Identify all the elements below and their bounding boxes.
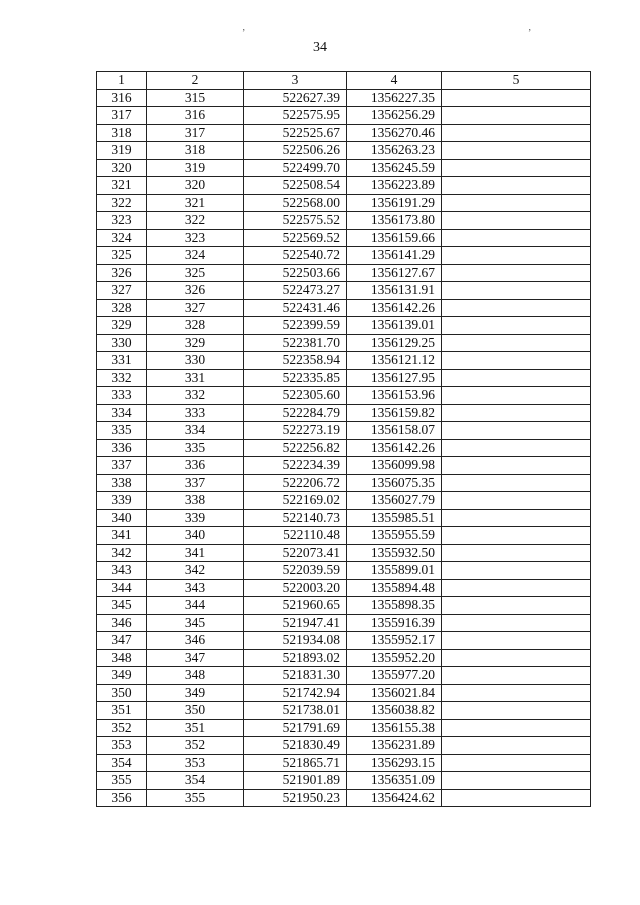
x-coordinate-cell: 522575.95 xyxy=(244,107,347,125)
point-number-cell: 329 xyxy=(147,334,244,352)
notes-cell xyxy=(442,317,591,335)
notes-cell xyxy=(442,474,591,492)
row-number-cell: 352 xyxy=(97,719,147,737)
notes-cell xyxy=(442,369,591,387)
scan-mark-left: ’ xyxy=(242,28,246,39)
notes-cell xyxy=(442,719,591,737)
point-number-cell: 352 xyxy=(147,737,244,755)
point-number-cell: 345 xyxy=(147,614,244,632)
table-row xyxy=(97,282,591,300)
x-coordinate-cell: 521831.30 xyxy=(244,667,347,685)
row-number-cell: 318 xyxy=(97,124,147,142)
y-coordinate-cell: 1356142.26 xyxy=(347,299,442,317)
notes-cell xyxy=(442,562,591,580)
x-coordinate-cell: 522256.82 xyxy=(244,439,347,457)
table-row xyxy=(97,334,591,352)
point-number-cell: 320 xyxy=(147,177,244,195)
x-coordinate-cell: 522073.41 xyxy=(244,544,347,562)
table-row xyxy=(97,299,591,317)
notes-cell xyxy=(442,247,591,265)
table-row xyxy=(97,737,591,755)
row-number-cell: 321 xyxy=(97,177,147,195)
x-coordinate-cell: 522399.59 xyxy=(244,317,347,335)
x-coordinate-cell: 522506.26 xyxy=(244,142,347,160)
notes-cell xyxy=(442,439,591,457)
y-coordinate-cell: 1356191.29 xyxy=(347,194,442,212)
x-coordinate-cell: 522305.60 xyxy=(244,387,347,405)
x-coordinate-cell: 521950.23 xyxy=(244,789,347,807)
point-number-cell: 318 xyxy=(147,142,244,160)
row-number-cell: 334 xyxy=(97,404,147,422)
notes-cell xyxy=(442,527,591,545)
table-row xyxy=(97,544,591,562)
x-coordinate-cell: 522234.39 xyxy=(244,457,347,475)
x-coordinate-cell: 522110.48 xyxy=(244,527,347,545)
row-number-cell: 355 xyxy=(97,772,147,790)
row-number-cell: 328 xyxy=(97,299,147,317)
notes-cell xyxy=(442,597,591,615)
x-coordinate-cell: 522039.59 xyxy=(244,562,347,580)
y-coordinate-cell: 1356424.62 xyxy=(347,789,442,807)
x-coordinate-cell: 521865.71 xyxy=(244,754,347,772)
point-number-cell: 340 xyxy=(147,527,244,545)
y-coordinate-cell: 1356245.59 xyxy=(347,159,442,177)
row-number-cell: 340 xyxy=(97,509,147,527)
row-number-cell: 348 xyxy=(97,649,147,667)
point-number-cell: 349 xyxy=(147,684,244,702)
point-number-cell: 343 xyxy=(147,579,244,597)
table-row xyxy=(97,142,591,160)
notes-cell xyxy=(442,352,591,370)
y-coordinate-cell: 1356270.46 xyxy=(347,124,442,142)
y-coordinate-cell: 1356173.80 xyxy=(347,212,442,230)
table-row xyxy=(97,457,591,475)
row-number-cell: 339 xyxy=(97,492,147,510)
table-row xyxy=(97,439,591,457)
table-row xyxy=(97,264,591,282)
x-coordinate-cell: 521947.41 xyxy=(244,614,347,632)
row-number-cell: 332 xyxy=(97,369,147,387)
row-number-cell: 354 xyxy=(97,754,147,772)
notes-cell xyxy=(442,212,591,230)
point-number-cell: 342 xyxy=(147,562,244,580)
x-coordinate-cell: 521791.69 xyxy=(244,719,347,737)
x-coordinate-cell: 522568.00 xyxy=(244,194,347,212)
row-number-cell: 337 xyxy=(97,457,147,475)
table-row xyxy=(97,89,591,107)
column-header-3: 3 xyxy=(244,72,347,90)
point-number-cell: 316 xyxy=(147,107,244,125)
table-row xyxy=(97,404,591,422)
table-row xyxy=(97,229,591,247)
y-coordinate-cell: 1356263.23 xyxy=(347,142,442,160)
notes-cell xyxy=(442,159,591,177)
point-number-cell: 325 xyxy=(147,264,244,282)
notes-cell xyxy=(442,334,591,352)
row-number-cell: 330 xyxy=(97,334,147,352)
row-number-cell: 344 xyxy=(97,579,147,597)
table-row xyxy=(97,719,591,737)
row-number-cell: 345 xyxy=(97,597,147,615)
table-row xyxy=(97,527,591,545)
y-coordinate-cell: 1356227.35 xyxy=(347,89,442,107)
y-coordinate-cell: 1356027.79 xyxy=(347,492,442,510)
y-coordinate-cell: 1355894.48 xyxy=(347,579,442,597)
x-coordinate-cell: 522525.67 xyxy=(244,124,347,142)
row-number-cell: 336 xyxy=(97,439,147,457)
y-coordinate-cell: 1355932.50 xyxy=(347,544,442,562)
y-coordinate-cell: 1356159.82 xyxy=(347,404,442,422)
row-number-cell: 353 xyxy=(97,737,147,755)
point-number-cell: 334 xyxy=(147,422,244,440)
x-coordinate-cell: 521934.08 xyxy=(244,632,347,650)
x-coordinate-cell: 521893.02 xyxy=(244,649,347,667)
notes-cell xyxy=(442,789,591,807)
table-row xyxy=(97,422,591,440)
row-number-cell: 333 xyxy=(97,387,147,405)
notes-cell xyxy=(442,299,591,317)
point-number-cell: 348 xyxy=(147,667,244,685)
table-row xyxy=(97,387,591,405)
y-coordinate-cell: 1355955.59 xyxy=(347,527,442,545)
table-row xyxy=(97,649,591,667)
row-number-cell: 331 xyxy=(97,352,147,370)
point-number-cell: 350 xyxy=(147,702,244,720)
y-coordinate-cell: 1356127.95 xyxy=(347,369,442,387)
y-coordinate-cell: 1356121.12 xyxy=(347,352,442,370)
x-coordinate-cell: 521738.01 xyxy=(244,702,347,720)
table-row xyxy=(97,772,591,790)
y-coordinate-cell: 1356075.35 xyxy=(347,474,442,492)
table-row xyxy=(97,124,591,142)
row-number-cell: 319 xyxy=(97,142,147,160)
y-coordinate-cell: 1356038.82 xyxy=(347,702,442,720)
table-row xyxy=(97,159,591,177)
table-row xyxy=(97,597,591,615)
notes-cell xyxy=(442,107,591,125)
point-number-cell: 347 xyxy=(147,649,244,667)
y-coordinate-cell: 1356131.91 xyxy=(347,282,442,300)
table-row xyxy=(97,247,591,265)
y-coordinate-cell: 1356021.84 xyxy=(347,684,442,702)
point-number-cell: 353 xyxy=(147,754,244,772)
notes-cell xyxy=(442,457,591,475)
table-header-row xyxy=(97,72,591,90)
point-number-cell: 328 xyxy=(147,317,244,335)
x-coordinate-cell: 522540.72 xyxy=(244,247,347,265)
point-number-cell: 341 xyxy=(147,544,244,562)
point-number-cell: 333 xyxy=(147,404,244,422)
notes-cell xyxy=(442,667,591,685)
table-row xyxy=(97,684,591,702)
row-number-cell: 326 xyxy=(97,264,147,282)
y-coordinate-cell: 1355916.39 xyxy=(347,614,442,632)
row-number-cell: 349 xyxy=(97,667,147,685)
notes-cell xyxy=(442,229,591,247)
y-coordinate-cell: 1356231.89 xyxy=(347,737,442,755)
table-row xyxy=(97,317,591,335)
notes-cell xyxy=(442,614,591,632)
table-row xyxy=(97,107,591,125)
column-header-4: 4 xyxy=(347,72,442,90)
x-coordinate-cell: 522627.39 xyxy=(244,89,347,107)
x-coordinate-cell: 522569.52 xyxy=(244,229,347,247)
x-coordinate-cell: 522358.94 xyxy=(244,352,347,370)
table-row xyxy=(97,562,591,580)
y-coordinate-cell: 1355977.20 xyxy=(347,667,442,685)
y-coordinate-cell: 1356153.96 xyxy=(347,387,442,405)
notes-cell xyxy=(442,579,591,597)
notes-cell xyxy=(442,282,591,300)
row-number-cell: 335 xyxy=(97,422,147,440)
y-coordinate-cell: 1355898.35 xyxy=(347,597,442,615)
y-coordinate-cell: 1356158.07 xyxy=(347,422,442,440)
table-row xyxy=(97,754,591,772)
table-row xyxy=(97,352,591,370)
page-number: 34 xyxy=(313,40,327,55)
point-number-cell: 346 xyxy=(147,632,244,650)
point-number-cell: 317 xyxy=(147,124,244,142)
point-number-cell: 319 xyxy=(147,159,244,177)
notes-cell xyxy=(442,649,591,667)
notes-cell xyxy=(442,702,591,720)
y-coordinate-cell: 1356139.01 xyxy=(347,317,442,335)
x-coordinate-cell: 521901.89 xyxy=(244,772,347,790)
scan-mark-right: ’ xyxy=(528,28,532,39)
coordinates-table xyxy=(96,71,591,807)
x-coordinate-cell: 522503.66 xyxy=(244,264,347,282)
y-coordinate-cell: 1356142.26 xyxy=(347,439,442,457)
row-number-cell: 317 xyxy=(97,107,147,125)
notes-cell xyxy=(442,544,591,562)
y-coordinate-cell: 1356129.25 xyxy=(347,334,442,352)
table-row xyxy=(97,492,591,510)
y-coordinate-cell: 1355952.17 xyxy=(347,632,442,650)
point-number-cell: 332 xyxy=(147,387,244,405)
x-coordinate-cell: 521960.65 xyxy=(244,597,347,615)
row-number-cell: 329 xyxy=(97,317,147,335)
y-coordinate-cell: 1356099.98 xyxy=(347,457,442,475)
notes-cell xyxy=(442,89,591,107)
row-number-cell: 343 xyxy=(97,562,147,580)
notes-cell xyxy=(442,509,591,527)
point-number-cell: 323 xyxy=(147,229,244,247)
notes-cell xyxy=(442,684,591,702)
y-coordinate-cell: 1355952.20 xyxy=(347,649,442,667)
x-coordinate-cell: 522575.52 xyxy=(244,212,347,230)
y-coordinate-cell: 1356351.09 xyxy=(347,772,442,790)
notes-cell xyxy=(442,772,591,790)
table-row xyxy=(97,509,591,527)
point-number-cell: 355 xyxy=(147,789,244,807)
point-number-cell: 315 xyxy=(147,89,244,107)
point-number-cell: 338 xyxy=(147,492,244,510)
row-number-cell: 324 xyxy=(97,229,147,247)
point-number-cell: 354 xyxy=(147,772,244,790)
notes-cell xyxy=(442,124,591,142)
table-row xyxy=(97,789,591,807)
notes-cell xyxy=(442,194,591,212)
table-row xyxy=(97,614,591,632)
x-coordinate-cell: 522206.72 xyxy=(244,474,347,492)
notes-cell xyxy=(442,737,591,755)
y-coordinate-cell: 1355899.01 xyxy=(347,562,442,580)
point-number-cell: 331 xyxy=(147,369,244,387)
row-number-cell: 322 xyxy=(97,194,147,212)
notes-cell xyxy=(442,404,591,422)
row-number-cell: 327 xyxy=(97,282,147,300)
point-number-cell: 337 xyxy=(147,474,244,492)
row-number-cell: 350 xyxy=(97,684,147,702)
table-row xyxy=(97,194,591,212)
point-number-cell: 322 xyxy=(147,212,244,230)
row-number-cell: 338 xyxy=(97,474,147,492)
point-number-cell: 324 xyxy=(147,247,244,265)
x-coordinate-cell: 522499.70 xyxy=(244,159,347,177)
x-coordinate-cell: 522169.02 xyxy=(244,492,347,510)
notes-cell xyxy=(442,177,591,195)
table-row xyxy=(97,632,591,650)
y-coordinate-cell: 1356127.67 xyxy=(347,264,442,282)
row-number-cell: 346 xyxy=(97,614,147,632)
y-coordinate-cell: 1356155.38 xyxy=(347,719,442,737)
x-coordinate-cell: 522473.27 xyxy=(244,282,347,300)
point-number-cell: 335 xyxy=(147,439,244,457)
point-number-cell: 326 xyxy=(147,282,244,300)
notes-cell xyxy=(442,387,591,405)
row-number-cell: 325 xyxy=(97,247,147,265)
y-coordinate-cell: 1356223.89 xyxy=(347,177,442,195)
column-header-5: 5 xyxy=(442,72,591,90)
row-number-cell: 342 xyxy=(97,544,147,562)
point-number-cell: 351 xyxy=(147,719,244,737)
point-number-cell: 330 xyxy=(147,352,244,370)
table-row xyxy=(97,579,591,597)
x-coordinate-cell: 522335.85 xyxy=(244,369,347,387)
x-coordinate-cell: 522381.70 xyxy=(244,334,347,352)
x-coordinate-cell: 522140.73 xyxy=(244,509,347,527)
column-header-1: 1 xyxy=(97,72,147,90)
point-number-cell: 321 xyxy=(147,194,244,212)
notes-cell xyxy=(442,422,591,440)
x-coordinate-cell: 522273.19 xyxy=(244,422,347,440)
x-coordinate-cell: 522284.79 xyxy=(244,404,347,422)
table-row xyxy=(97,474,591,492)
row-number-cell: 356 xyxy=(97,789,147,807)
x-coordinate-cell: 522431.46 xyxy=(244,299,347,317)
table-row xyxy=(97,369,591,387)
y-coordinate-cell: 1356256.29 xyxy=(347,107,442,125)
table-row xyxy=(97,702,591,720)
table-row xyxy=(97,177,591,195)
y-coordinate-cell: 1356159.66 xyxy=(347,229,442,247)
row-number-cell: 316 xyxy=(97,89,147,107)
y-coordinate-cell: 1356141.29 xyxy=(347,247,442,265)
x-coordinate-cell: 522508.54 xyxy=(244,177,347,195)
notes-cell xyxy=(442,754,591,772)
row-number-cell: 320 xyxy=(97,159,147,177)
table-row xyxy=(97,667,591,685)
y-coordinate-cell: 1355985.51 xyxy=(347,509,442,527)
x-coordinate-cell: 521830.49 xyxy=(244,737,347,755)
row-number-cell: 323 xyxy=(97,212,147,230)
table-row xyxy=(97,212,591,230)
point-number-cell: 344 xyxy=(147,597,244,615)
y-coordinate-cell: 1356293.15 xyxy=(347,754,442,772)
column-header-2: 2 xyxy=(147,72,244,90)
notes-cell xyxy=(442,142,591,160)
point-number-cell: 327 xyxy=(147,299,244,317)
x-coordinate-cell: 521742.94 xyxy=(244,684,347,702)
notes-cell xyxy=(442,632,591,650)
point-number-cell: 339 xyxy=(147,509,244,527)
row-number-cell: 341 xyxy=(97,527,147,545)
notes-cell xyxy=(442,264,591,282)
notes-cell xyxy=(442,492,591,510)
table-body xyxy=(97,89,591,807)
point-number-cell: 336 xyxy=(147,457,244,475)
x-coordinate-cell: 522003.20 xyxy=(244,579,347,597)
row-number-cell: 347 xyxy=(97,632,147,650)
row-number-cell: 351 xyxy=(97,702,147,720)
